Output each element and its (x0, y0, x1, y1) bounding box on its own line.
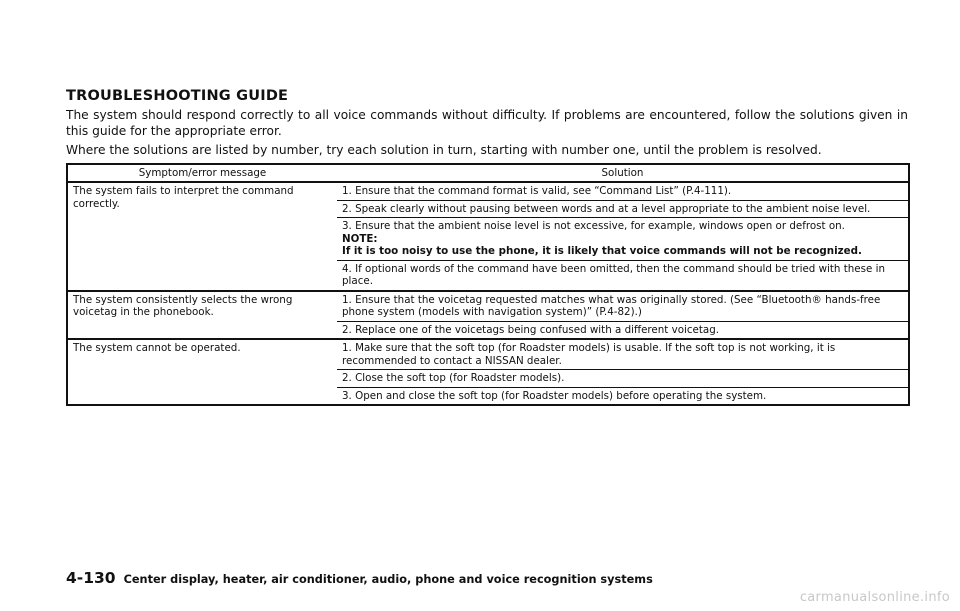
solution-text: 3. Ensure that the ambient noise level is not excessive, for example, windows open or defrost on. (342, 220, 845, 232)
page-footer (66, 569, 653, 587)
solution-cell: 2. Close the soft top (for Roadster models). (337, 370, 909, 388)
table-row (67, 182, 909, 200)
troubleshooting-table (66, 163, 910, 406)
solution-cell: 1. Ensure that the command format is valid, see “Command List” (P.4-111). (342, 185, 732, 197)
solution-cell: 3. Open and close the soft top (for Roadster models) before operating the system. (337, 387, 909, 405)
page-number: 4-130 (66, 569, 116, 587)
note-text: If it is too noisy to use the phone, it is likely that voice commands will not be recognized. (342, 245, 862, 257)
solution-cell: 2. Replace one of the voicetags being confused with a different voicetag. (337, 321, 909, 339)
solution-cell: 1. Ensure that the voicetag requested matches what was originally stored. (See “Bluetooth® hands-free phone system (models with navigation system)” (P.4-82).) (337, 291, 909, 322)
intro-paragraph: The system should respond correctly to all voice commands without difficulty. If problems are encountered, follow the solutions given in this guide for the appropriate error. (66, 108, 908, 138)
table-row (67, 291, 909, 322)
solution-cell: 4. If optional words of the command have been omitted, then the command should be tried with these in place. (337, 260, 909, 291)
solution-cell: 1. Make sure that the soft top (for Roadster models) is usable. If the soft top is not working, it is recommended to contact a NISSAN dealer. (337, 339, 909, 370)
note-label: NOTE: (342, 232, 378, 245)
table-row (67, 339, 909, 370)
solution-column-header: Solution (337, 164, 909, 182)
solution-cell (337, 218, 909, 261)
symptom-cell: The system cannot be operated. (67, 339, 337, 405)
section-title: TROUBLESHOOTING GUIDE (66, 88, 289, 104)
table-header-row (67, 164, 909, 182)
symptom-cell: The system consistently selects the wrong voicetag in the phonebook. (67, 291, 337, 340)
chapter-title: Center display, heater, air conditioner, audio, phone and voice recognition systems (123, 573, 653, 586)
solution-cell: 2. Speak clearly without pausing between words and at a level appropriate to the ambient noise level. (337, 200, 909, 218)
symptom-column-header: Symptom/error message (67, 164, 337, 182)
instruction-paragraph: Where the solutions are listed by number, try each solution in turn, starting with number one, until the problem is resolved. (66, 143, 822, 157)
watermark: carmanualsonline.info (799, 590, 950, 605)
symptom-cell: The system fails to interpret the command correctly. (73, 185, 294, 210)
